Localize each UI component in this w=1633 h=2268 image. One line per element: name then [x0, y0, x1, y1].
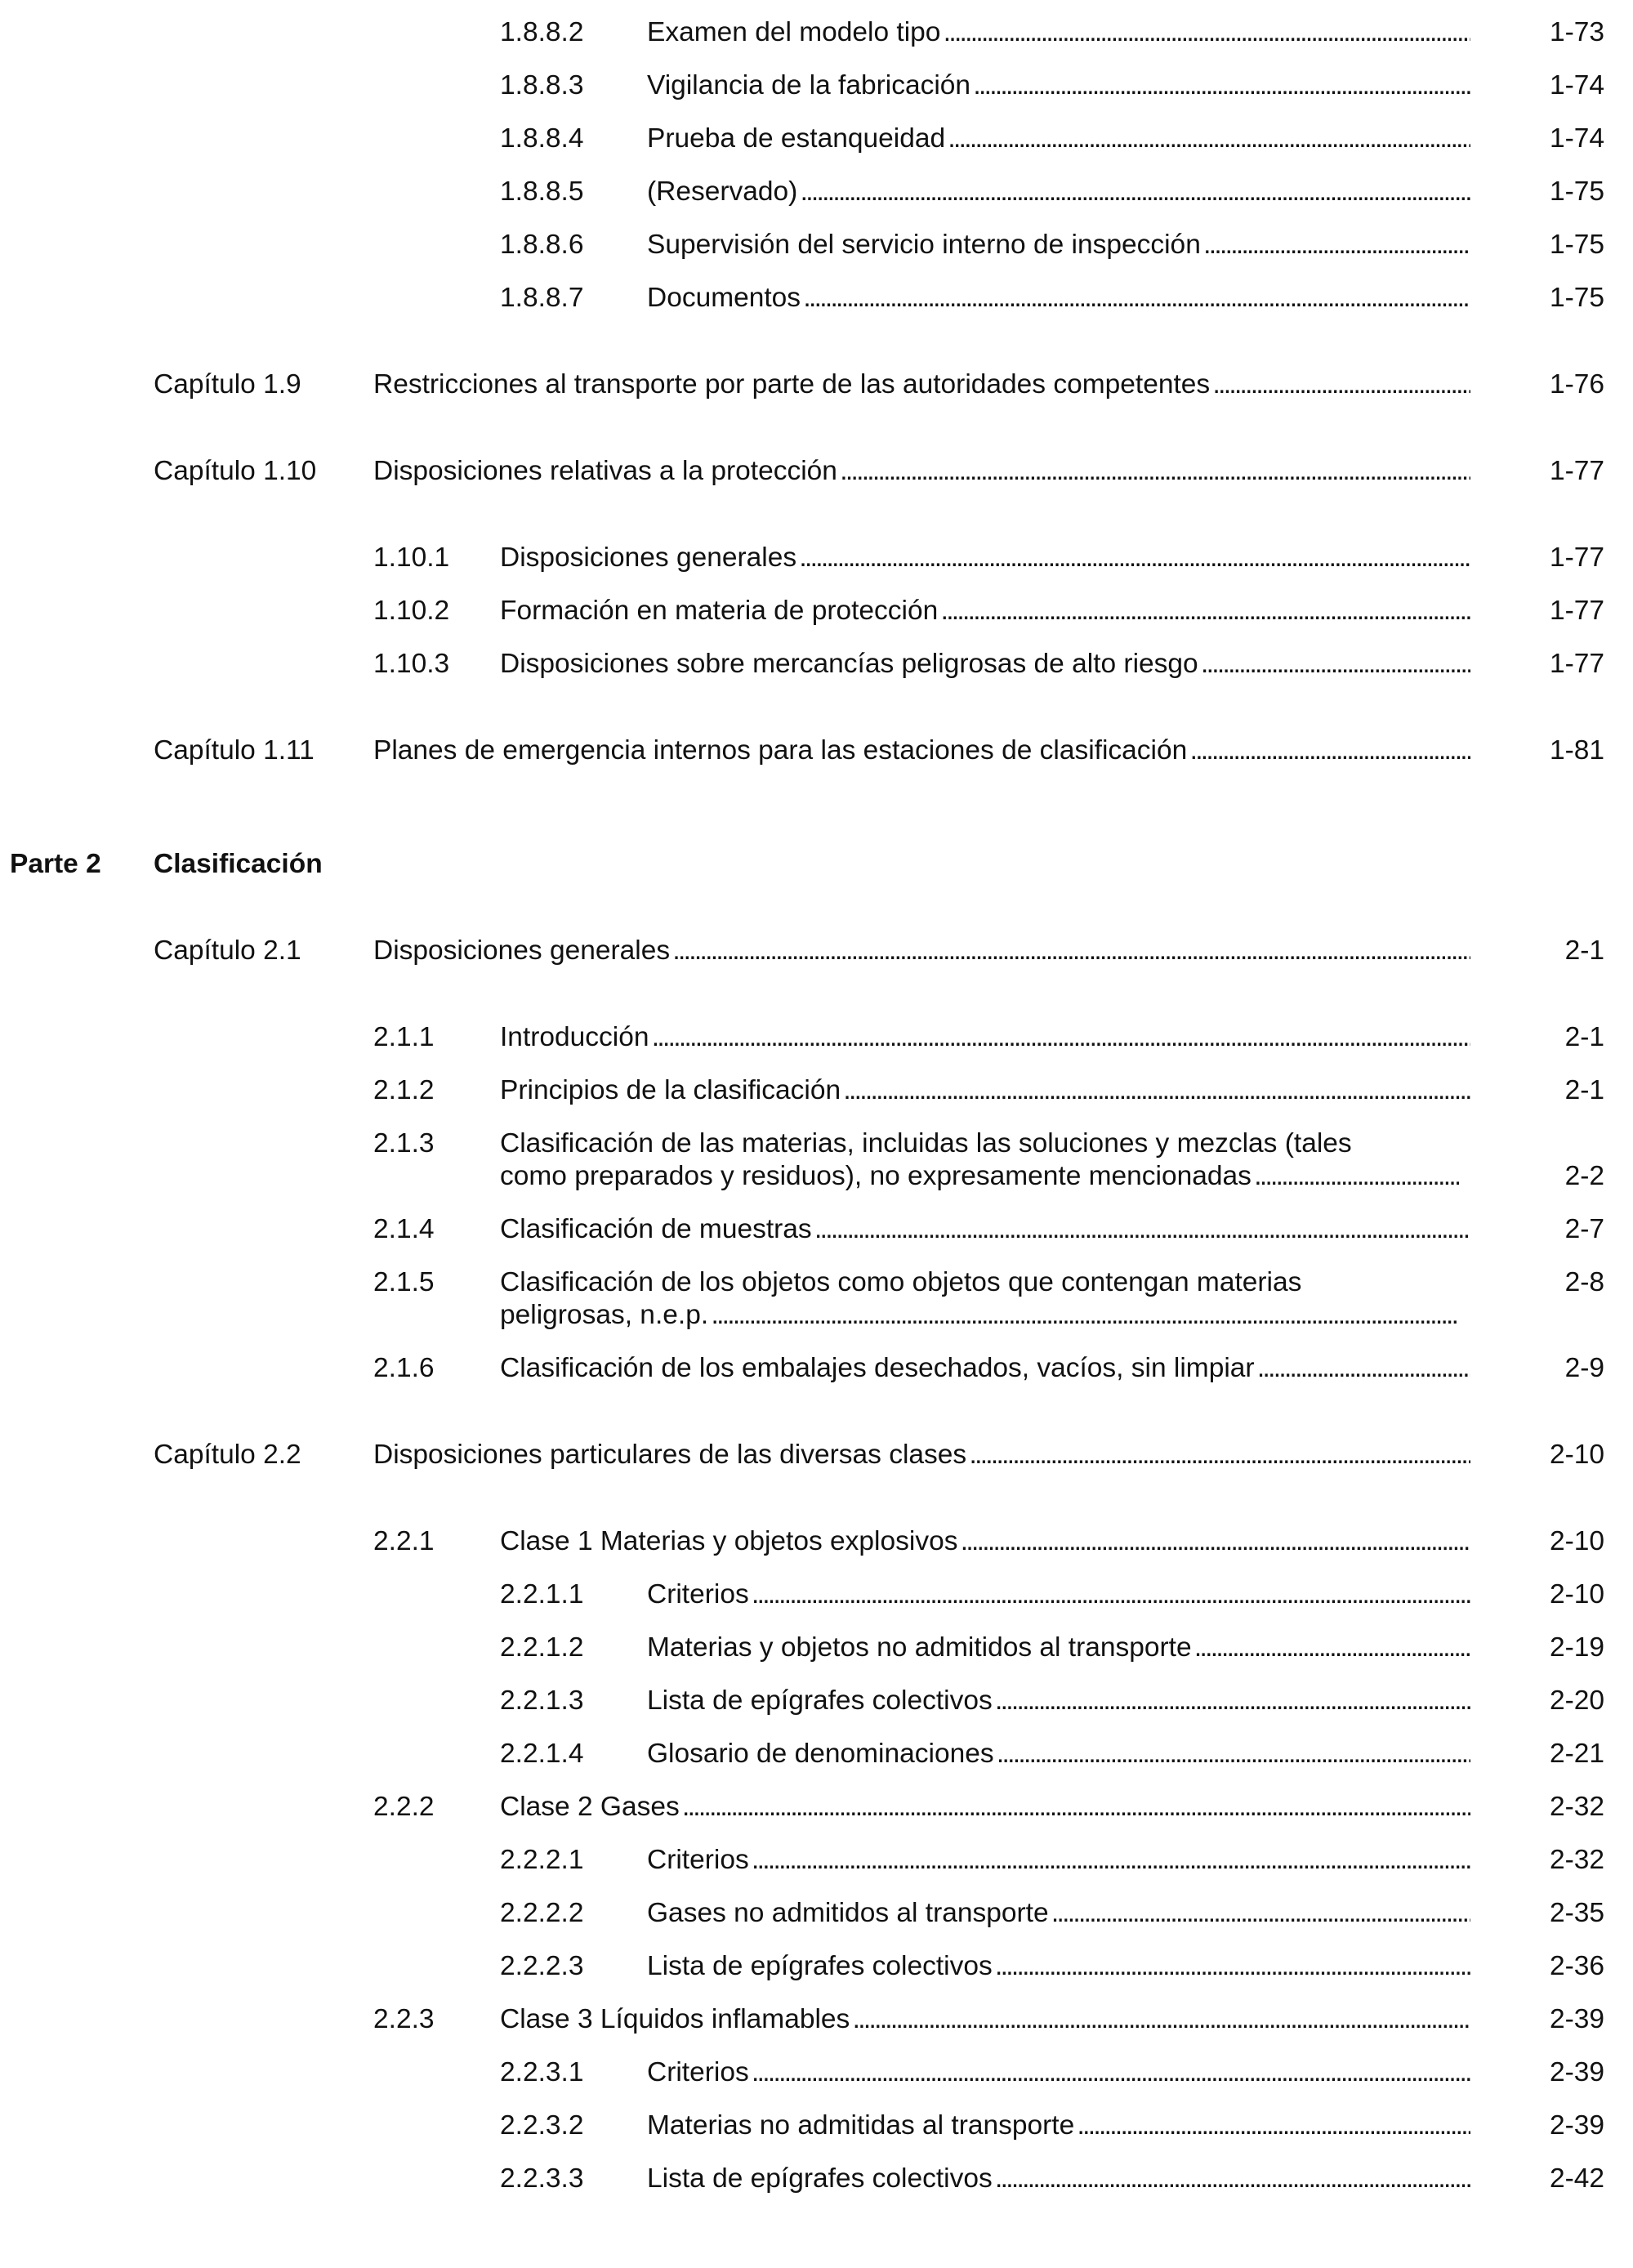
- entry-page: 2-1: [1564, 935, 1604, 966]
- entry-page: 1-73: [1549, 17, 1604, 47]
- entry-title[interactable]: Criterios . . .: [647, 1577, 1470, 1613]
- entry-page: 2-1: [1564, 1022, 1604, 1052]
- section-number: 2.1.6: [373, 1353, 435, 1383]
- section-number: 1.10.2: [373, 596, 450, 626]
- entry-title[interactable]: Documentos . . .: [647, 280, 1470, 316]
- section-title[interactable]: Disposiciones generales . . .: [500, 540, 1470, 576]
- entry-title[interactable]: Gases no admitidos al transporte . . .: [647, 1895, 1470, 1931]
- entry-title[interactable]: Glosario de denominaciones . . .: [647, 1736, 1470, 1772]
- section-number: 2.1.3: [373, 1128, 435, 1159]
- chapter-number: Capítulo 2.1: [154, 935, 301, 966]
- entry-number: 2.2.2.2: [500, 1898, 584, 1928]
- entry-title[interactable]: Materias y objetos no admitidos al transporte . . .: [647, 1630, 1470, 1666]
- section-number: 2.2.2: [373, 1792, 435, 1822]
- entry-page: 2-21: [1549, 1739, 1604, 1769]
- section-number: 2.2.1: [373, 1526, 435, 1556]
- section-number: 2.1.1: [373, 1022, 435, 1052]
- entry-title[interactable]: Criterios . . .: [647, 1842, 1470, 1878]
- title-line-1: Clasificación de las materias, incluidas las soluciones y mezclas (tales: [500, 1128, 1352, 1159]
- entry-number: 1.8.8.4: [500, 123, 584, 154]
- entry-page: 2-42: [1549, 2163, 1604, 2194]
- entry-number: 2.2.2.1: [500, 1845, 584, 1875]
- chapter-number: Capítulo 1.9: [154, 369, 301, 400]
- section-title[interactable]: Introducción . . .: [500, 1020, 1470, 1056]
- entry-page: 1-77: [1549, 649, 1604, 679]
- entry-title[interactable]: Examen del modelo tipo . . .: [647, 15, 1470, 51]
- entry-page: 2-39: [1549, 2057, 1604, 2087]
- entry-title[interactable]: Vigilancia de la fabricación . . .: [647, 68, 1470, 104]
- entry-page: 2-39: [1549, 2004, 1604, 2034]
- section-title[interactable]: Clasificación de muestras . . .: [500, 1212, 1470, 1248]
- section-title[interactable]: Clase 1 Materias y objetos explosivos . . .: [500, 1524, 1470, 1560]
- entry-page: 1-77: [1549, 456, 1604, 486]
- entry-title[interactable]: Lista de epígrafes colectivos . . .: [647, 2161, 1470, 2197]
- entry-page: 2-35: [1549, 1898, 1604, 1928]
- entry-title[interactable]: Materias no admitidas al transporte . . .: [647, 2108, 1470, 2144]
- title-line-2: peligrosas, n.e.p. . . .: [500, 1299, 1459, 1332]
- entry-page: 1-74: [1549, 70, 1604, 100]
- entry-page: 1-77: [1549, 596, 1604, 626]
- entry-page: 2-19: [1549, 1632, 1604, 1663]
- entry-page: 2-10: [1549, 1526, 1604, 1556]
- chapter-title[interactable]: Planes de emergencia internos para las estaciones de clasificación . . .: [373, 733, 1470, 769]
- entry-page: 1-81: [1549, 735, 1604, 766]
- entry-number: 1.8.8.6: [500, 230, 584, 260]
- chapter-title[interactable]: Restricciones al transporte por parte de las autoridades competentes . . .: [373, 367, 1470, 403]
- entry-page: 2-1: [1564, 1075, 1604, 1105]
- entry-number: 2.2.3.1: [500, 2057, 584, 2087]
- entry-page: 1-77: [1549, 542, 1604, 573]
- section-number: 2.1.2: [373, 1075, 435, 1105]
- entry-page: 1-74: [1549, 123, 1604, 154]
- section-title[interactable]: Clase 2 Gases . . .: [500, 1789, 1470, 1825]
- section-number: 1.10.3: [373, 649, 450, 679]
- entry-page: 2-32: [1549, 1845, 1604, 1875]
- entry-title[interactable]: (Reservado) . . .: [647, 174, 1470, 210]
- entry-number: 2.2.1.1: [500, 1579, 584, 1609]
- entry-page: 2-20: [1549, 1685, 1604, 1716]
- entry-page: 1-76: [1549, 369, 1604, 400]
- entry-number: 2.2.2.3: [500, 1951, 584, 1981]
- entry-number: 2.2.3.3: [500, 2163, 584, 2194]
- section-title[interactable]: Clase 3 Líquidos inflamables . . .: [500, 2002, 1470, 2038]
- section-title-multiline[interactable]: [500, 1127, 1459, 1193]
- entry-title[interactable]: Criterios . . .: [647, 2055, 1470, 2091]
- entry-page: 1-75: [1549, 176, 1604, 207]
- chapter-number: Capítulo 1.10: [154, 456, 317, 486]
- entry-page: 2-39: [1549, 2110, 1604, 2141]
- entry-number: 2.2.3.2: [500, 2110, 584, 2141]
- entry-page: 1-75: [1549, 283, 1604, 313]
- section-number: 2.1.4: [373, 1214, 435, 1244]
- entry-number: 2.2.1.3: [500, 1685, 584, 1716]
- section-number: 2.1.5: [373, 1267, 435, 1297]
- chapter-title[interactable]: Disposiciones particulares de las diversas clases . . .: [373, 1437, 1470, 1473]
- section-title[interactable]: Formación en materia de protección . . .: [500, 593, 1470, 629]
- entry-page: 1-75: [1549, 230, 1604, 260]
- entry-number: 1.8.8.2: [500, 17, 584, 47]
- entry-number: 2.2.1.2: [500, 1632, 584, 1663]
- part-title[interactable]: Clasificación: [154, 849, 323, 879]
- entry-title[interactable]: Lista de epígrafes colectivos . . .: [647, 1683, 1470, 1719]
- chapter-title[interactable]: Disposiciones generales . . .: [373, 933, 1470, 969]
- chapter-number: Capítulo 2.2: [154, 1440, 301, 1470]
- entry-page: 2-10: [1549, 1440, 1604, 1470]
- section-title[interactable]: Principios de la clasificación . . .: [500, 1073, 1470, 1109]
- section-title[interactable]: Clasificación de los embalajes desechados, vacíos, sin limpiar . . .: [500, 1351, 1470, 1386]
- entry-title[interactable]: Lista de epígrafes colectivos . . .: [647, 1949, 1470, 1984]
- entry-title[interactable]: Supervisión del servicio interno de inspección . . .: [647, 227, 1470, 263]
- entry-title[interactable]: Prueba de estanqueidad . . .: [647, 121, 1470, 157]
- entry-page: 2-7: [1564, 1214, 1604, 1244]
- chapter-number: Capítulo 1.11: [154, 735, 315, 766]
- entry-page: 2-9: [1564, 1353, 1604, 1383]
- section-number: 1.10.1: [373, 542, 450, 573]
- entry-page: 2-2: [1564, 1161, 1604, 1191]
- entry-page: 2-8: [1564, 1267, 1604, 1297]
- entry-number: 1.8.8.7: [500, 283, 584, 313]
- entry-number: 2.2.1.4: [500, 1739, 584, 1769]
- section-title[interactable]: Disposiciones sobre mercancías peligrosas de alto riesgo . . .: [500, 646, 1470, 682]
- title-line-1: Clasificación de los objetos como objetos que contengan materias: [500, 1267, 1302, 1297]
- entry-number: 1.8.8.5: [500, 176, 584, 207]
- entry-page: 2-36: [1549, 1951, 1604, 1981]
- entry-page: 2-32: [1549, 1792, 1604, 1822]
- part-number: Parte 2: [10, 849, 101, 879]
- section-number: 2.2.3: [373, 2004, 435, 2034]
- entry-number: 1.8.8.3: [500, 70, 584, 100]
- section-title-multiline[interactable]: [500, 1266, 1459, 1332]
- chapter-title[interactable]: Disposiciones relativas a la protección . . .: [373, 453, 1470, 489]
- title-line-2: como preparados y residuos), no expresamente mencionadas . . .: [500, 1160, 1459, 1193]
- entry-page: 2-10: [1549, 1579, 1604, 1609]
